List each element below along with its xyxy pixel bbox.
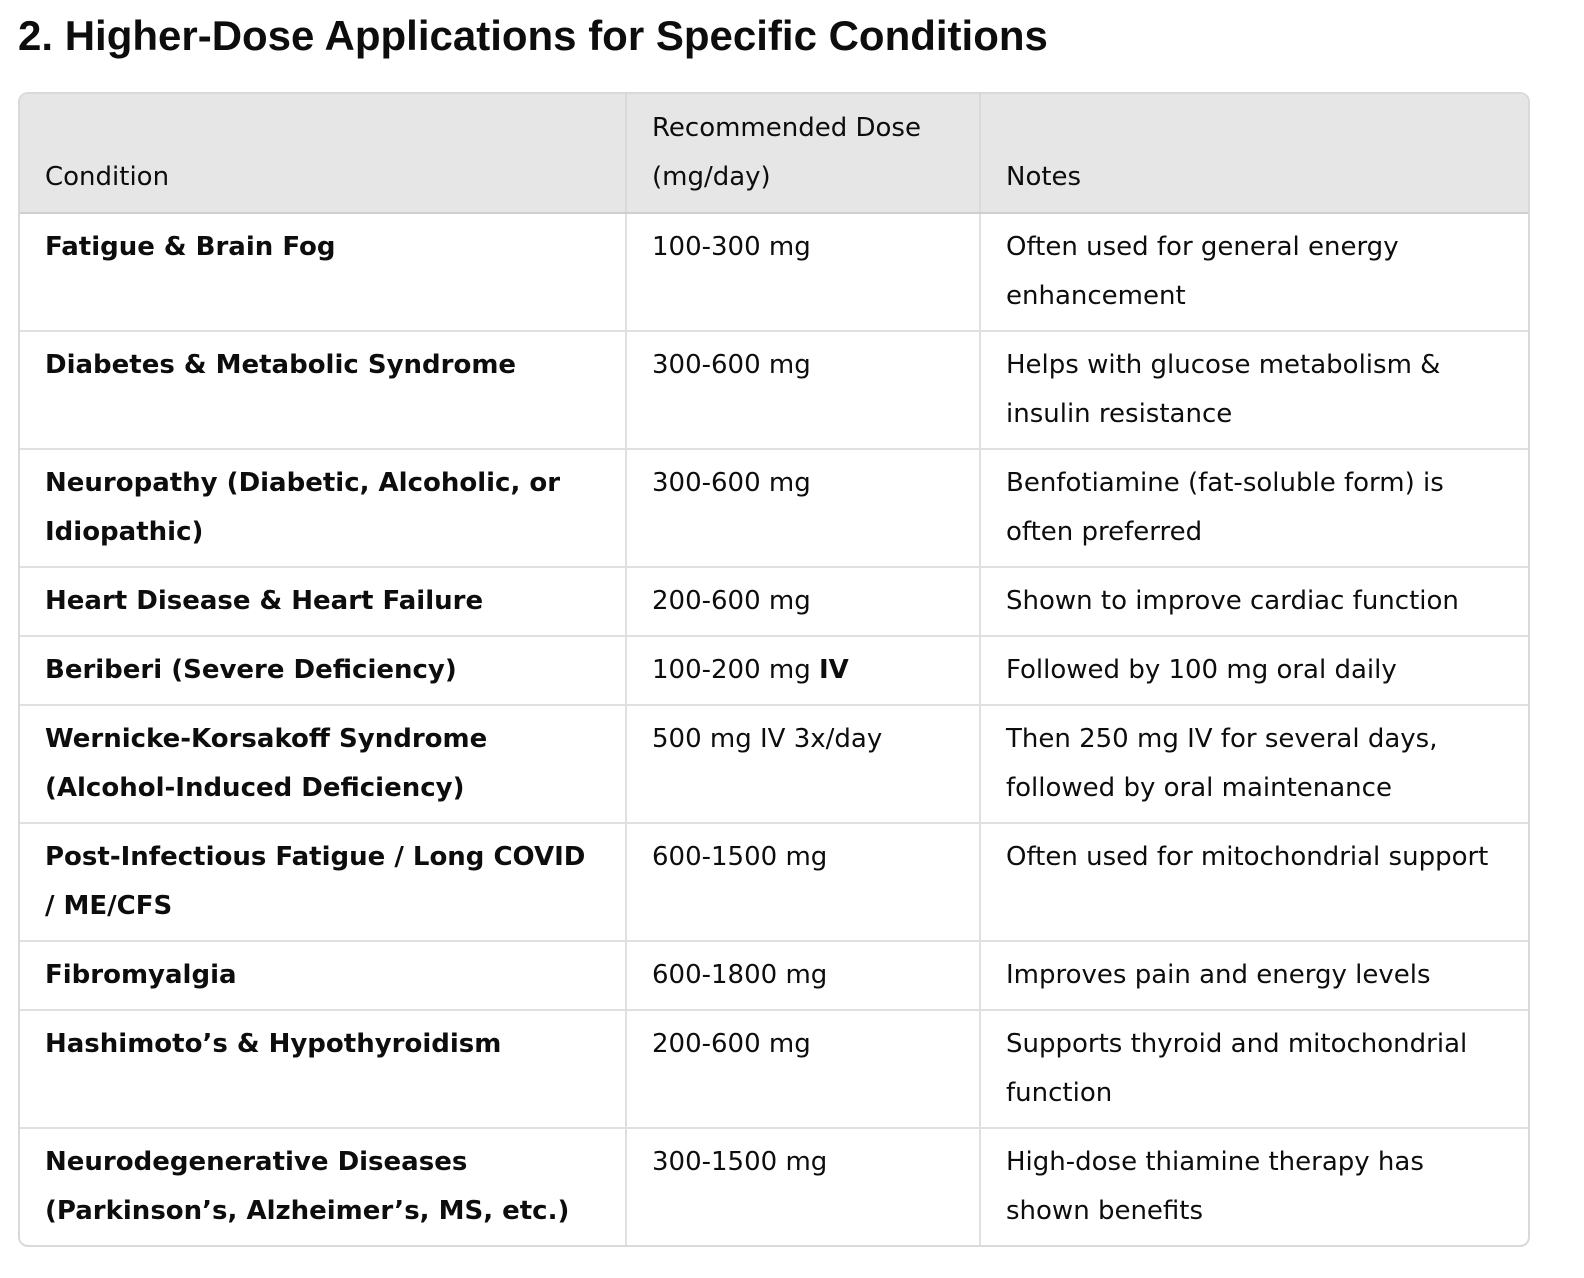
condition-cell: Diabetes & Metabolic Syndrome [20,331,626,449]
dose-value: 200-600 mg [652,1029,811,1059]
dose-value: 100-300 mg [652,232,811,262]
header-dose: Recommended Dose (mg/day) [626,94,980,213]
notes-cell: Shown to improve cardiac function [980,567,1528,636]
header-condition: Condition [20,94,626,213]
notes-cell: Improves pain and energy levels [980,941,1528,1010]
table-row [20,449,1528,567]
header-notes: Notes [980,94,1528,213]
table-row [20,636,1528,705]
header-row [20,94,1528,213]
dose-value: 200-600 mg [652,586,811,616]
dose-cell [626,213,980,331]
dose-value: 600-1800 mg [652,960,828,990]
dose-value: 300-1500 mg [652,1147,828,1177]
notes-cell: Benfotiamine (fat-soluble form) is often preferred [980,449,1528,567]
notes-cell: Often used for mitochondrial support [980,823,1528,941]
notes-cell: Supports thyroid and mitochondrial function [980,1010,1528,1128]
dose-cell [626,823,980,941]
condition-cell: Fibromyalgia [20,941,626,1010]
table-row [20,941,1528,1010]
table-body [20,213,1528,1245]
condition-cell: Wernicke-Korsakoff Syndrome (Alcohol-Induced Deficiency) [20,705,626,823]
table-row [20,823,1528,941]
dose-value: 100-200 mg [652,655,819,685]
dose-cell [626,705,980,823]
page-title: 2. Higher-Dose Applications for Specific Conditions [18,12,1048,59]
condition-cell: Neuropathy (Diabetic, Alcoholic, or Idiopathic) [20,449,626,567]
condition-cell: Post-Infectious Fatigue / Long COVID / ME/CFS [20,823,626,941]
notes-cell: High-dose thiamine therapy has shown benefits [1006,1147,1424,1226]
dose-value: 300-600 mg [652,350,811,380]
dose-cell [626,1128,980,1245]
condition-cell: Heart Disease & Heart Failure [20,567,626,636]
dose-cell [626,331,980,449]
table-row [20,1128,1528,1245]
dosage-table-container [18,92,1530,1247]
dose-cell [626,636,980,705]
notes-cell: Followed by 100 mg oral daily [980,636,1528,705]
dosage-table [20,94,1528,1245]
dose-route: IV [819,655,849,685]
notes-cell: Helps with glucose metabolism & insulin resistance [980,331,1528,449]
table-row [20,213,1528,331]
condition-cell: Beriberi (Severe Deficiency) [20,636,626,705]
dose-cell [626,941,980,1010]
dose-cell [626,449,980,567]
condition-cell: Hashimoto’s & Hypothyroidism [20,1010,626,1128]
dose-value: 600-1500 mg [652,842,828,872]
notes-cell: Often used for general energy enhancement [980,213,1528,331]
condition-cell: Fatigue & Brain Fog [20,213,626,331]
table-header [20,94,1528,213]
table-row [20,567,1528,636]
condition-cell: Neurodegenerative Diseases (Parkinson’s, Alzheimer’s, MS, etc.) [20,1128,626,1245]
table-row [20,331,1528,449]
dose-cell [626,1010,980,1128]
dose-cell [626,567,980,636]
notes-cell: Then 250 mg IV for several days, followed by oral maintenance [980,705,1528,823]
dose-value: 500 mg IV 3x/day [652,724,883,754]
table-row [20,1010,1528,1128]
table-row [20,705,1528,823]
dose-value: 300-600 mg [652,468,811,498]
